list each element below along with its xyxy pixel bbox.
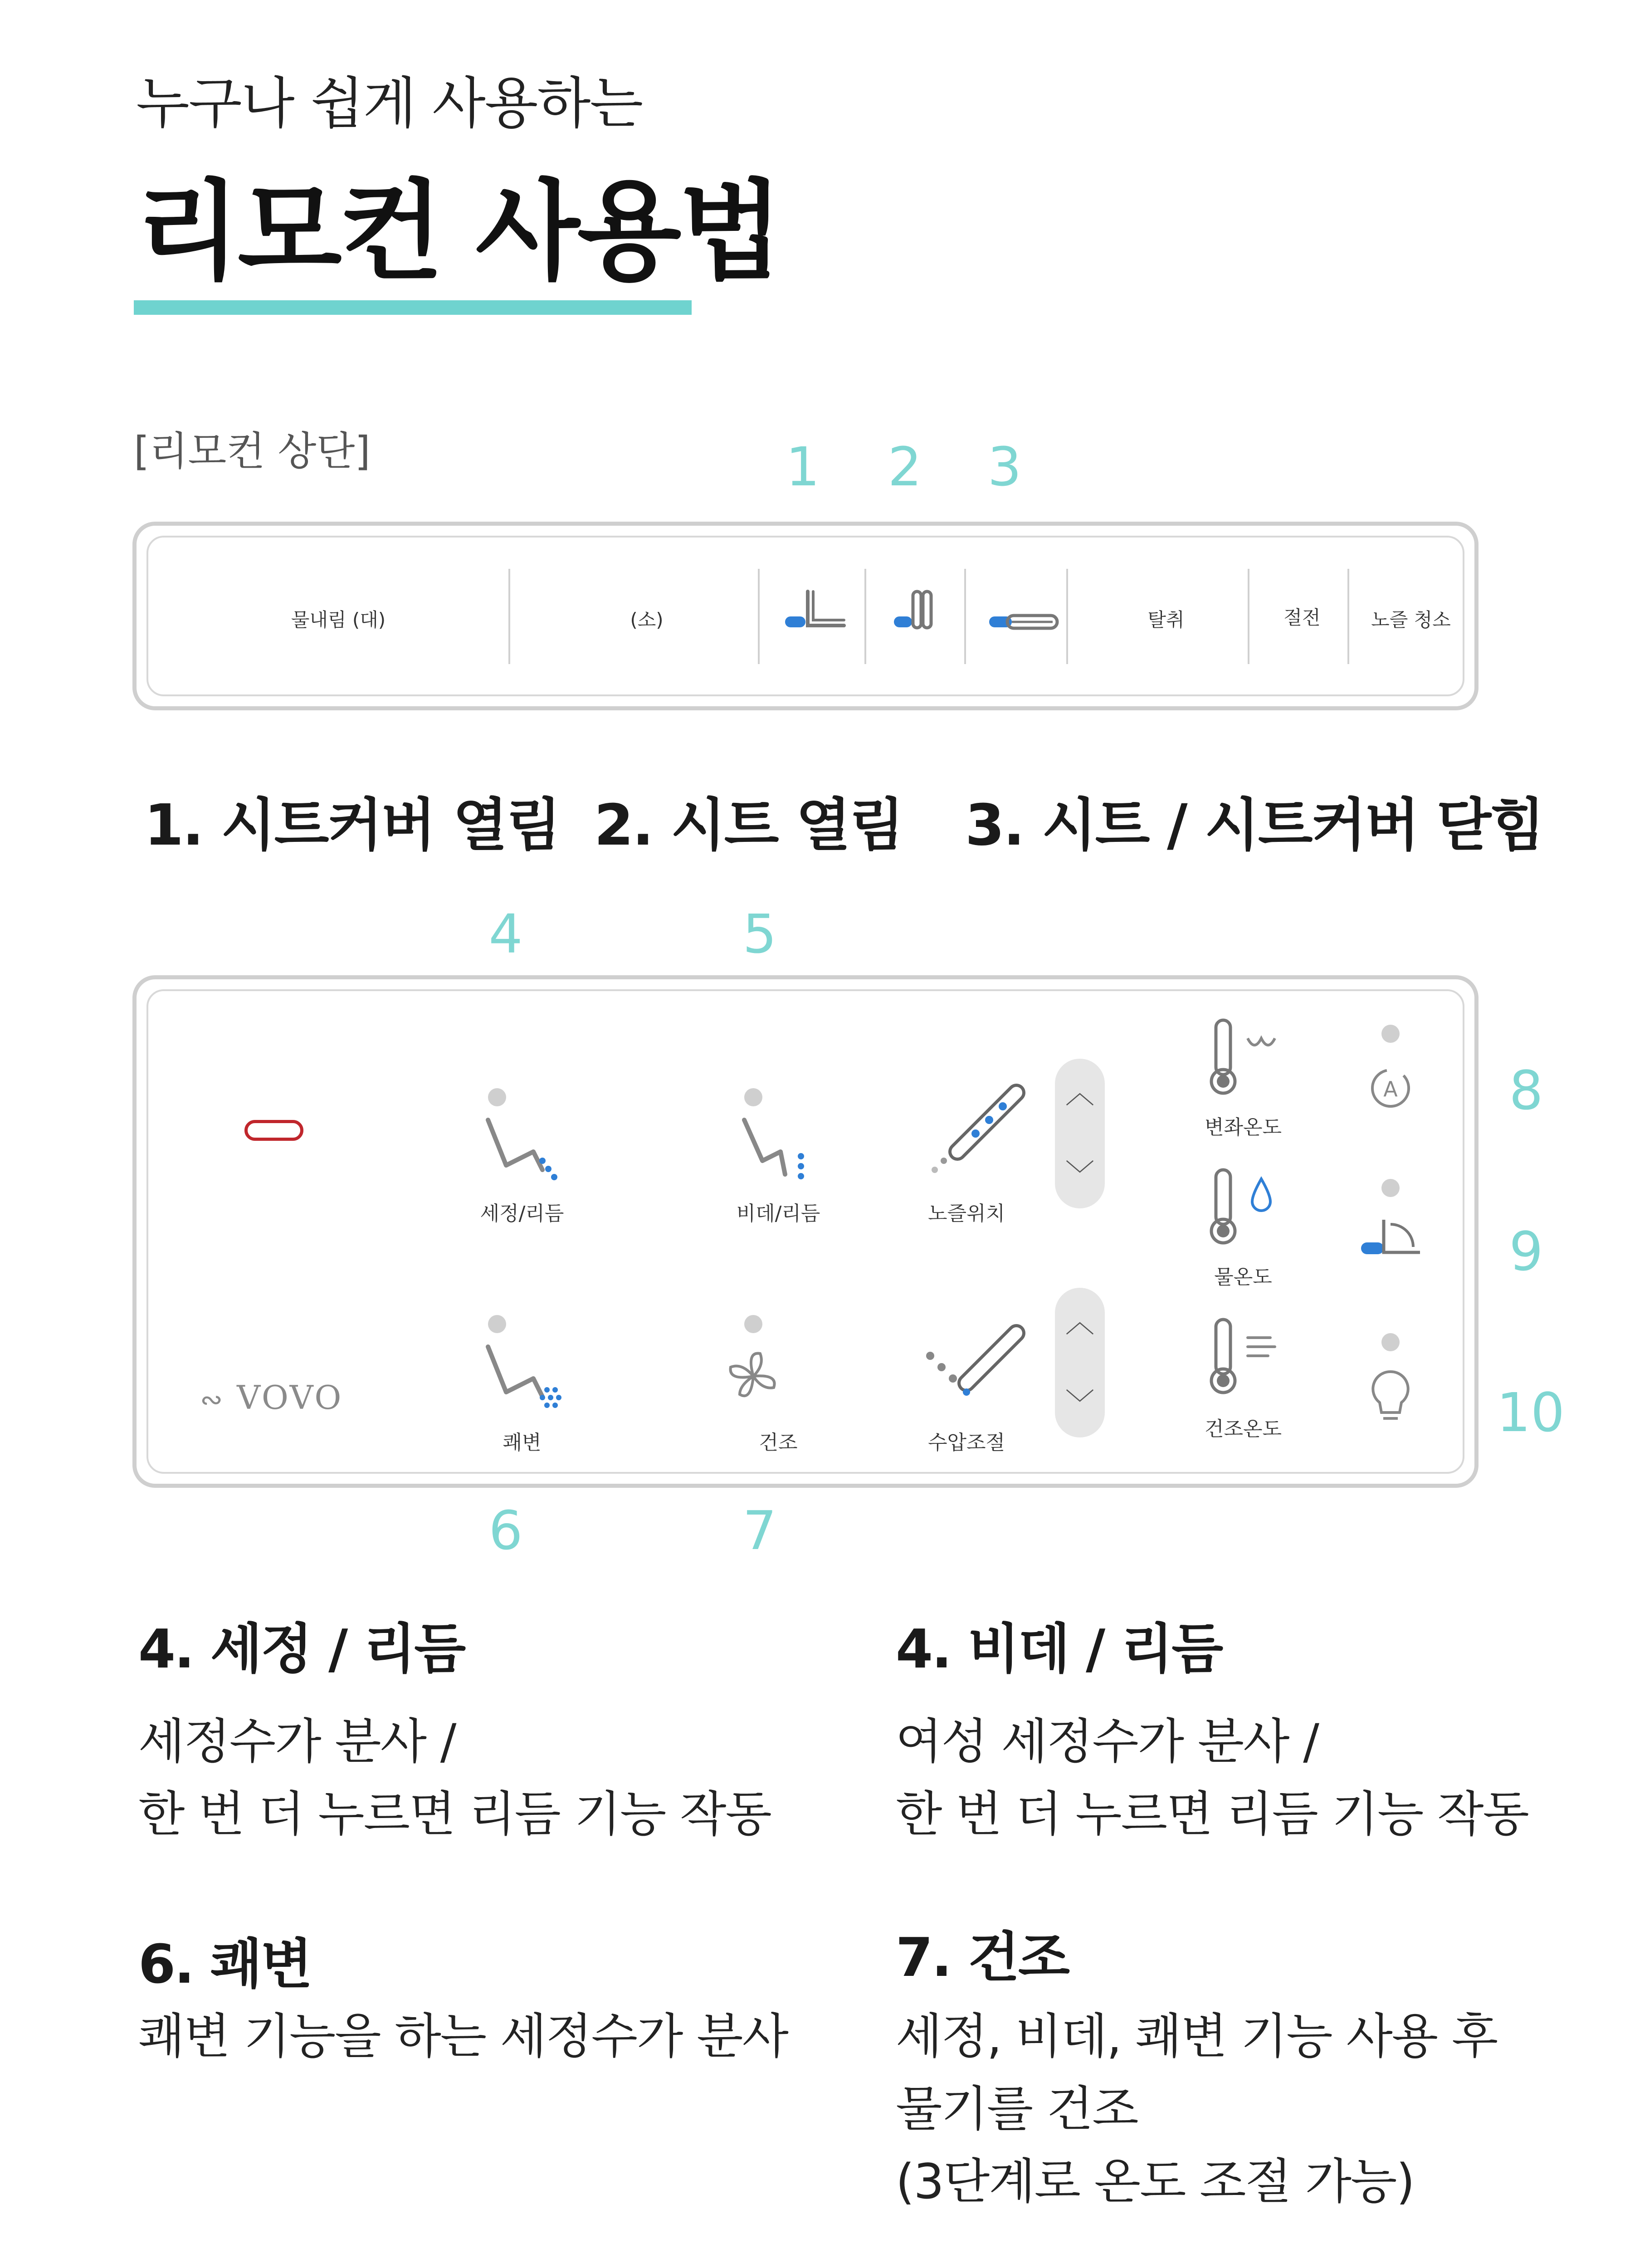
- nozzle-clean-button[interactable]: 노즐 청소: [1371, 609, 1451, 631]
- callout-number-7: 7: [742, 1499, 777, 1562]
- divider: [758, 569, 760, 664]
- enema-label: 쾌변: [503, 1431, 542, 1454]
- power-button[interactable]: [244, 1120, 303, 1141]
- bidet-indicator: [744, 1088, 762, 1106]
- power-save-button[interactable]: 절전: [1283, 606, 1321, 629]
- desc-4-wash-title: 4. 세정 / 리듬: [138, 1618, 465, 1680]
- desc-6-title: 6. 쾌변: [138, 1933, 311, 1995]
- water-temp-button[interactable]: [1198, 1161, 1288, 1251]
- fan-icon: [719, 1342, 787, 1410]
- desc-4-wash-text: 세정수가 분사 / 한 번 더 누르면 리듬 기능 작동: [138, 1714, 771, 1842]
- light-indicator: [1381, 1333, 1400, 1351]
- auto-flush-icon: [1363, 1061, 1418, 1115]
- divider: [1347, 569, 1349, 664]
- page-title: 리모컨 사용법: [136, 169, 781, 295]
- brand-mark-icon: ∾: [200, 1384, 225, 1416]
- flush-small-button[interactable]: (소): [630, 609, 664, 631]
- pressure-down-button[interactable]: [1064, 1381, 1096, 1422]
- seat-open-icon: [880, 585, 948, 639]
- water-temp-label: 물온도: [1214, 1266, 1272, 1289]
- seat-temp-button[interactable]: [1198, 1011, 1288, 1102]
- light-bulb-icon: [1363, 1365, 1418, 1428]
- wash-icon: [474, 1111, 565, 1183]
- deodorize-button[interactable]: 탈취: [1147, 609, 1185, 631]
- chevron-up-icon: ︿: [1065, 1077, 1094, 1110]
- thermometer-seat-icon: [1198, 1011, 1288, 1102]
- light-button[interactable]: [1363, 1365, 1418, 1428]
- title-underline: [134, 300, 692, 315]
- auto-flush-indicator: [1381, 1025, 1400, 1043]
- divider: [508, 569, 510, 664]
- thermometer-dry-icon: [1198, 1310, 1288, 1401]
- dry-temp-button[interactable]: [1198, 1310, 1288, 1401]
- bidet-button[interactable]: [731, 1111, 821, 1183]
- seat-temp-label: 변좌온도: [1204, 1116, 1282, 1139]
- seat-cover-open-button[interactable]: [776, 585, 853, 639]
- svg-text:A: A: [1383, 1077, 1398, 1101]
- callout-number-9: 9: [1509, 1220, 1543, 1283]
- nozzle-down-button[interactable]: [1064, 1152, 1096, 1193]
- function-label-1: 1. 시트커버 열림: [144, 792, 560, 858]
- dry-indicator: [744, 1315, 762, 1333]
- seat-open-button[interactable]: [880, 585, 948, 639]
- wash-button[interactable]: [474, 1111, 565, 1183]
- seat-close-button[interactable]: [980, 585, 1066, 639]
- nozzle-position-label: 노즐위치: [927, 1202, 1005, 1225]
- callout-number-8: 8: [1509, 1059, 1543, 1122]
- callout-number-2: 2: [888, 435, 922, 498]
- callout-number-10: 10: [1496, 1381, 1565, 1444]
- desc-7-title: 7. 건조: [896, 1926, 1069, 1989]
- divider: [1248, 569, 1249, 664]
- pressure-icon: [903, 1306, 1035, 1415]
- thermometer-water-icon: [1198, 1161, 1288, 1251]
- flush-large-button[interactable]: 물내림 (대): [291, 609, 386, 631]
- auto-open-icon: [1357, 1211, 1429, 1265]
- chevron-down-icon: ﹀: [1065, 1388, 1094, 1421]
- wash-label: 세정/리듬: [480, 1202, 564, 1225]
- nozzle-up-button[interactable]: [1064, 1070, 1096, 1112]
- brand-name: VOVO: [237, 1378, 343, 1417]
- callout-number-1: 1: [786, 435, 820, 498]
- function-label-3: 3. 시트 / 시트커버 닫힘: [965, 792, 1544, 858]
- function-label-2: 2. 시트 열림: [594, 792, 903, 858]
- pressure-label: 수압조절: [927, 1431, 1005, 1454]
- pressure-up-button[interactable]: [1064, 1299, 1096, 1341]
- callout-number-3: 3: [987, 435, 1022, 498]
- callout-number-6: 6: [488, 1499, 523, 1562]
- chevron-down-icon: ﹀: [1065, 1158, 1094, 1192]
- auto-open-button[interactable]: [1357, 1211, 1429, 1265]
- desc-4-bidet-title: 4. 비데 / 리듬: [896, 1618, 1222, 1680]
- page-subtitle: 누구나 쉽게 사용하는: [136, 71, 643, 136]
- nozzle-position-icon: [917, 1079, 1035, 1183]
- seat-close-icon: [980, 585, 1066, 639]
- callout-number-4: 4: [488, 903, 523, 965]
- auto-flush-button[interactable]: [1363, 1061, 1418, 1115]
- desc-4-bidet-text: 여성 세정수가 분사 / 한 번 더 누르면 리듬 기능 작동: [896, 1714, 1528, 1842]
- bidet-icon: [731, 1111, 821, 1183]
- remote-top-panel: [132, 522, 1479, 710]
- chevron-up-icon: ︿: [1065, 1306, 1094, 1339]
- wash-indicator: [488, 1088, 506, 1106]
- bidet-label: 비데/리듬: [736, 1202, 820, 1225]
- dry-label: 건조: [759, 1431, 798, 1454]
- divider: [864, 569, 866, 664]
- divider: [1066, 569, 1068, 664]
- dry-button[interactable]: [719, 1342, 787, 1410]
- desc-7-text: 세정, 비데, 쾌변 기능 사용 후 물기를 건조 (3단계로 온도 조절 가능): [896, 2009, 1498, 2209]
- brand-logo: [200, 1378, 343, 1417]
- callout-number-5: 5: [742, 903, 777, 965]
- desc-6-text: 쾌변 기능을 하는 세정수가 분사: [138, 2009, 788, 2064]
- remote-main-panel: [132, 975, 1479, 1488]
- divider: [964, 569, 966, 664]
- auto-open-indicator: [1381, 1179, 1400, 1197]
- remote-top-label: [리모컨 상단]: [134, 428, 371, 474]
- enema-icon: [474, 1338, 574, 1415]
- enema-button[interactable]: [474, 1338, 574, 1415]
- seat-cover-open-icon: [776, 585, 853, 639]
- dry-temp-label: 건조온도: [1204, 1418, 1282, 1441]
- enema-indicator: [488, 1315, 506, 1333]
